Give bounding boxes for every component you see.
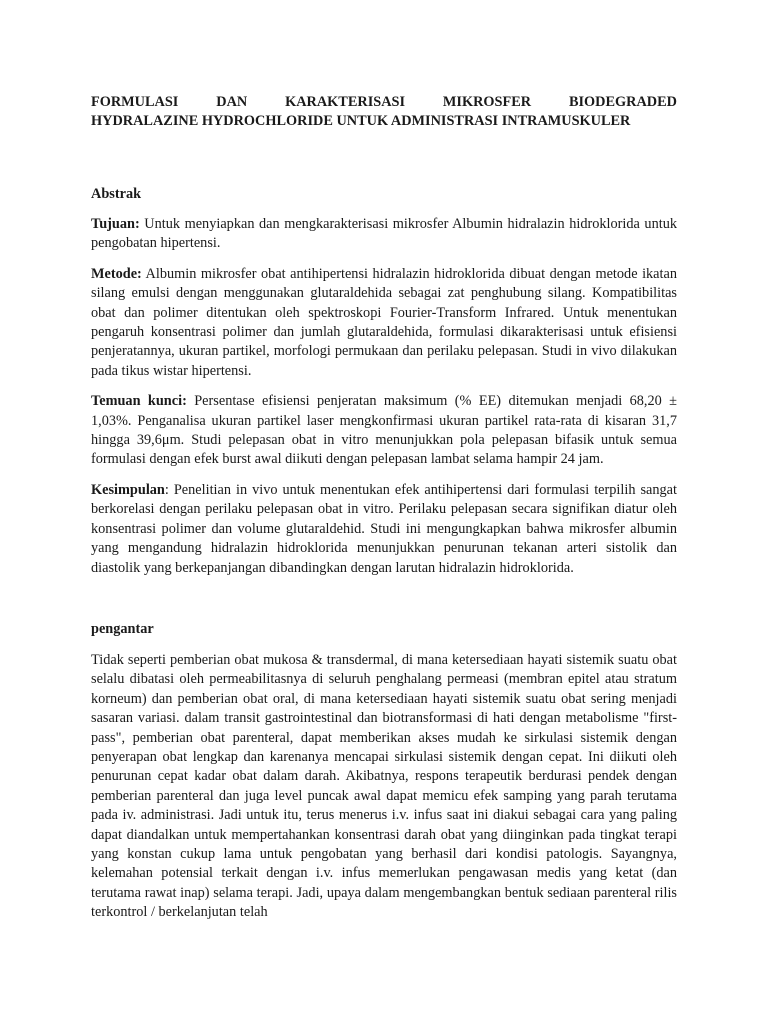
kesimpulan-label: Kesimpulan [91,481,165,498]
metode-text: Albumin mikrosfer obat antihipertensi hidralazin hidroklorida dibuat dengan metode ikatan silang emulsi dengan menggunakan glutaraldehida sebagai zat penghubung silang. Kompatibilitas obat dan polimer ditentukan oleh spektroskopi Fourier-Transform Infrared. Untuk menentukan pengaruh konsentrasi polimer dan jumlah glutaraldehida, formulasi dikarakterisasi untuk efisiensi penjeratannya, ukuran partikel, morfologi permukaan dan perilaku pelepasan. Studi in vivo dilakukan pada tikus wistar hipertensi. [91,265,677,379]
metode-label: Metode: [91,265,142,282]
temuan-text: Persentase efisiensi penjeratan maksimum (% EE) ditemukan menjadi 68,20 ± 1,03%. Penganalisa ukuran partikel laser mengkonfirmasi ukuran partikel rata-rata di kisaran 31,7 hingga 39,6μm. Studi pelepasan obat in vitro menunjukkan pola pelepasan bifasik untuk semua formulasi dengan efek burst awal diikuti dengan pelepasan lambat selama hampir 24 jam. [91,393,677,468]
tujuan-paragraph [91,215,677,254]
temuan-paragraph [91,392,677,470]
metode-paragraph [91,265,677,381]
tujuan-text: Untuk menyiapkan dan mengkarakterisasi mikrosfer Albumin hidralazin hidroklorida untuk pengobatan hipertensi. [91,216,677,252]
title-line-1: FORMULASI DAN KARAKTERISASI MIKROSFER BIODEGRADED [91,94,677,110]
temuan-label: Temuan kunci: [91,393,187,410]
kesimpulan-text: : Penelitian in vivo untuk menentukan efek antihipertensi dari formulasi terpilih sangat berkorelasi dengan perilaku pelepasan obat in vitro. Perilaku pelepasan secara signifikan diatur oleh konsentrasi polimer dan volume glutaraldehid. Studi ini mengungkapkan bahwa mikrosfer albumin yang mengandung hidralazin hidroklorida menunjukkan penurunan tekanan arteri sistolik dan diastolik yang berkepanjangan dibandingkan dengan larutan hidralazin hidroklorida. [91,481,677,576]
kesimpulan-paragraph [91,481,677,578]
document-title [91,93,677,131]
title-line-2: HYDRALAZINE HYDROCHLORIDE UNTUK ADMINISTRASI INTRAMUSKULER [91,113,631,129]
intro-paragraph: Tidak seperti pemberian obat mukosa & transdermal, di mana ketersediaan hayati sistemik suatu obat selalu dibatasi oleh permeabilitasnya di seluruh penghalang permeasi (membran epitel atau stratum korneum) dan pemberian obat oral, di mana ketersediaan hayati sistemik suatu obat sering menjadi sasaran variasi. dalam transit gastrointestinal dan biotransformasi di hati dengan metabolisme "first-pass", pemberian obat parenteral, dapat memberikan akses mudah ke sirkulasi sistemik dengan penyerapan obat lengkap dan karenanya mencapai sirkulasi sistemik dengan cepat. Ini diikuti oleh penurunan cepat kadar obat dalam darah. Akibatnya, respons terapeutik berdurasi pendek dengan pemberian parenteral dan juga level puncak awal dapat memicu efek samping yang parah terutama pada iv. administrasi. Jadi untuk itu, terus menerus i.v. infus saat ini diakui sebagai cara yang paling dapat diandalkan untuk mempertahankan konsentrasi darah obat yang diinginkan pada tingkat terapi yang konstan cukup lama untuk pengobatan yang berhasil dari kondisi patologis. Sayangnya, kelemahan potensial terkait dengan i.v. infus memerlukan pengawasan medis yang ketat (dan terutama rawat inap) selama terapi. Jadi, upaya dalam mengembangkan bentuk sediaan parenteral rilis terkontrol / berkelanjutan telah [91,651,677,921]
abstract-heading: Abstrak [91,186,142,202]
tujuan-label: Tujuan: [91,216,140,232]
intro-heading: pengantar [91,620,154,637]
document-page [91,93,677,923]
